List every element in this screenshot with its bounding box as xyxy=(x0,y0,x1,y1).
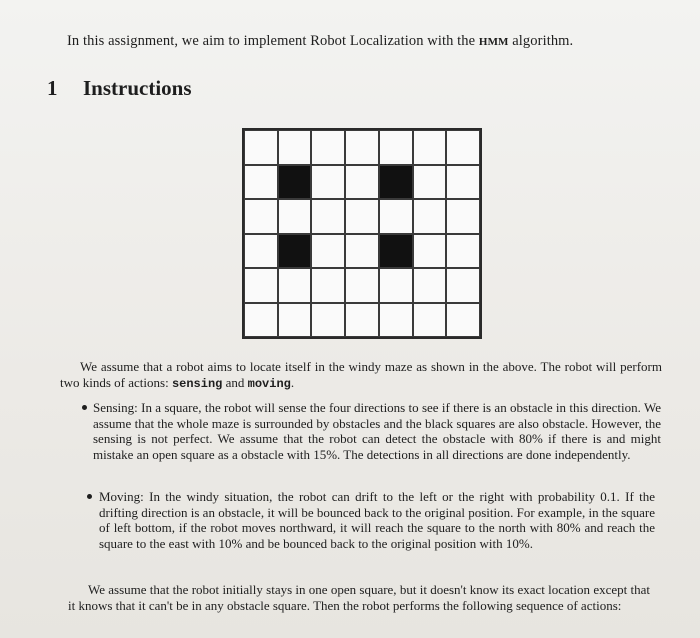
maze-open-cell xyxy=(446,199,480,234)
maze-open-cell xyxy=(345,234,379,269)
maze-open-cell xyxy=(311,268,345,303)
maze-open-cell xyxy=(413,268,447,303)
moving-label: Moving: xyxy=(99,489,144,504)
maze-open-cell xyxy=(345,130,379,165)
actions-text: We assume that a robot aims to locate itself in the windy maze as shown in the above. The robot will perform two kinds of actions: xyxy=(60,359,662,390)
maze-open-cell xyxy=(311,130,345,165)
maze-open-cell xyxy=(413,234,447,269)
maze-open-cell xyxy=(278,199,312,234)
intro-sentence xyxy=(67,33,573,50)
maze-obstacle-cell xyxy=(379,165,413,200)
bullet-icon xyxy=(87,494,92,499)
maze-open-cell xyxy=(446,268,480,303)
maze-open-cell xyxy=(244,130,278,165)
actions-end: . xyxy=(290,374,295,390)
maze-open-cell xyxy=(278,130,312,165)
maze-open-cell xyxy=(278,303,312,338)
sensing-text: In a square, the robot will sense the four directions to see if there is an obstacle in this direction. We assume that the whole maze is surrounded by obstacles and the black squares are also obstacle. However, the sensing is not perfect. We assume that the robot can detect the obstacle with 80% if there is and might mistake an open square as a obstacle with 15%. The detections in all directions are done independently. xyxy=(93,400,661,462)
maze-open-cell xyxy=(345,165,379,200)
maze-open-cell xyxy=(244,165,278,200)
maze-open-cell xyxy=(244,234,278,269)
maze-open-cell xyxy=(379,303,413,338)
bullet-sensing xyxy=(93,400,661,462)
maze-grid xyxy=(242,128,482,339)
maze-open-cell xyxy=(446,234,480,269)
maze-open-cell xyxy=(311,199,345,234)
maze-open-cell xyxy=(413,165,447,200)
initial-state-text: We assume that the robot initially stays in one open square, but it doesn't know its exact location except that it knows that it can't be in any obstacle square. Then the robot performs the following sequence of actions: xyxy=(68,582,650,613)
maze-obstacle-cell xyxy=(278,234,312,269)
maze-open-cell xyxy=(446,165,480,200)
maze-open-cell xyxy=(446,130,480,165)
paragraph-initial-state xyxy=(68,582,650,613)
maze-open-cell xyxy=(379,268,413,303)
maze-open-cell xyxy=(244,303,278,338)
maze-open-cell xyxy=(311,165,345,200)
section-heading xyxy=(47,76,192,101)
maze-open-cell xyxy=(413,303,447,338)
bullet-moving xyxy=(99,489,655,551)
maze-open-cell xyxy=(379,199,413,234)
maze-open-cell xyxy=(278,268,312,303)
maze-open-cell xyxy=(345,199,379,234)
intro-text-end: algorithm. xyxy=(508,33,574,49)
section-title: Instructions xyxy=(83,76,192,100)
maze-open-cell xyxy=(345,303,379,338)
maze-open-cell xyxy=(413,199,447,234)
intro-text: In this assignment, we aim to implement Robot Localization with the xyxy=(67,33,479,49)
section-number: 1 xyxy=(47,76,58,100)
maze-open-cell xyxy=(446,303,480,338)
maze-open-cell xyxy=(379,130,413,165)
maze-open-cell xyxy=(244,199,278,234)
maze-open-cell xyxy=(345,268,379,303)
moving-text: In the windy situation, the robot can drift to the left or the right with probability 0.1. If the drifting direction is an obstacle, it will be bounced back to the original position. For example, in the square of left bottom, if the robot moves northward, it will reach the square to the north with 80% and reach the square to the east with 10% and be bounced back to the original position with 10%. xyxy=(99,489,655,551)
action-sensing: sensing xyxy=(171,376,223,391)
maze-open-cell xyxy=(413,130,447,165)
action-moving: moving xyxy=(247,376,291,391)
algorithm-name: HMM xyxy=(478,36,509,48)
maze-obstacle-cell xyxy=(278,165,312,200)
maze-open-cell xyxy=(311,303,345,338)
maze-open-cell xyxy=(244,268,278,303)
paragraph-actions xyxy=(60,359,662,392)
actions-and: and xyxy=(222,374,248,390)
bullet-icon xyxy=(82,405,87,410)
sensing-label: Sensing: xyxy=(93,400,138,415)
maze-open-cell xyxy=(311,234,345,269)
maze-obstacle-cell xyxy=(379,234,413,269)
